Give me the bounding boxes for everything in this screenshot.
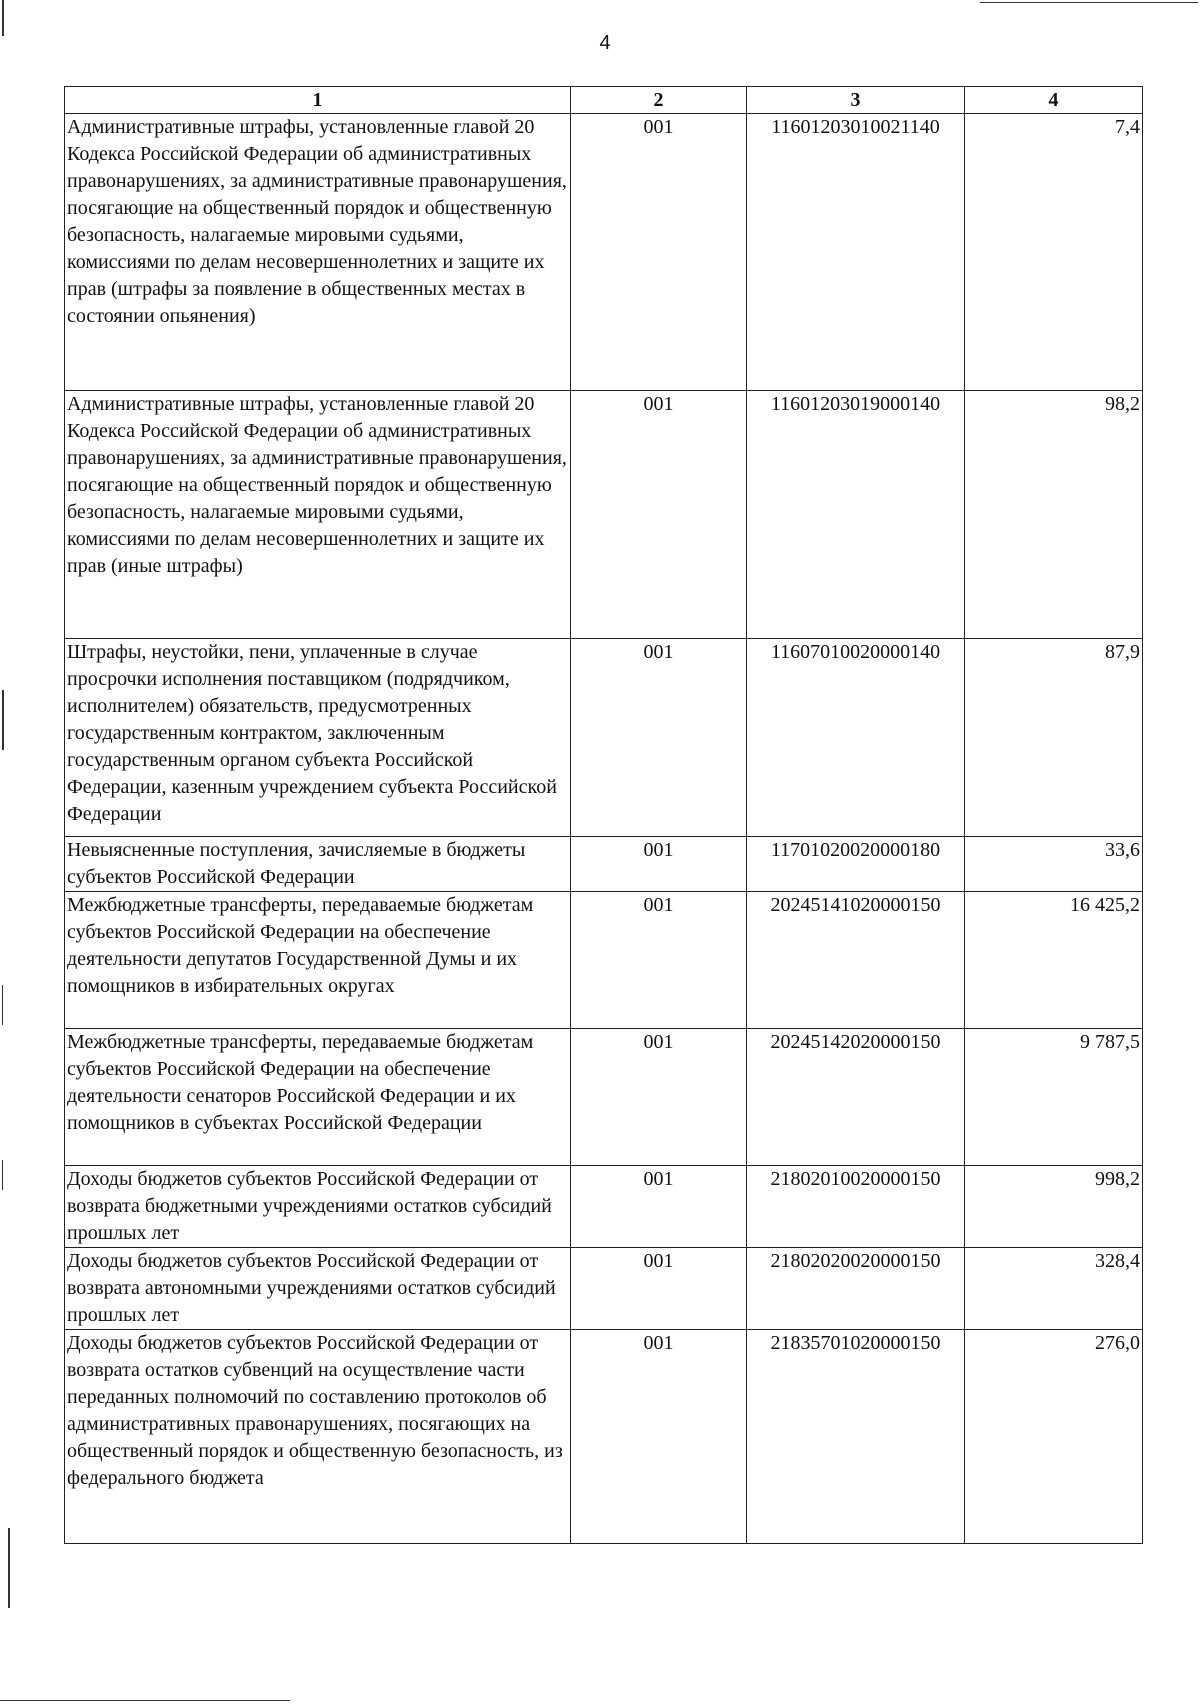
row-amount: 328,4 <box>965 1248 1143 1330</box>
scan-mark-left-bottom <box>8 1528 10 1608</box>
row-budget-code: 20245142020000150 <box>747 1029 965 1166</box>
scan-mark-top-right <box>980 2 1198 3</box>
table-row <box>65 892 1143 1029</box>
column-header-2: 2 <box>571 87 747 114</box>
row-admin-code: 001 <box>571 892 747 1029</box>
row-budget-code: 11601203019000140 <box>747 391 965 639</box>
row-amount: 98,2 <box>965 391 1143 639</box>
row-budget-code: 20245141020000150 <box>747 892 965 1029</box>
scan-mark-left-mid3 <box>2 1160 3 1190</box>
row-description: Штрафы, неустойки, пени, уплаченные в случае просрочки исполнения поставщиком (подрядчиком, исполнителем) обязательств, предусмотренных государственным контрактом, заключенным государственным органом субъекта Российской Федерации, казенным учреждением субъекта Российской Федерации <box>65 639 571 837</box>
scan-mark-left-mid1 <box>2 690 4 750</box>
row-budget-code: 11701020020000180 <box>747 837 965 892</box>
table-row <box>65 391 1143 639</box>
row-budget-code: 21802020020000150 <box>747 1248 965 1330</box>
table-row <box>65 1029 1143 1166</box>
row-admin-code: 001 <box>571 1330 747 1544</box>
row-description: Межбюджетные трансферты, передаваемые бюджетам субъектов Российской Федерации на обеспечение деятельности сенаторов Российской Федерации и их помощников в субъектах Российской Федерации <box>65 1029 571 1166</box>
row-amount: 16 425,2 <box>965 892 1143 1029</box>
row-budget-code: 11607010020000140 <box>747 639 965 837</box>
column-header-3: 3 <box>747 87 965 114</box>
table-header-row <box>65 87 1143 114</box>
row-amount: 998,2 <box>965 1166 1143 1248</box>
row-amount: 276,0 <box>965 1330 1143 1544</box>
row-description: Административные штрафы, установленные главой 20 Кодекса Российской Федерации об административных правонарушениях, за административные правонарушения, посягающие на общественный порядок и общественную безопасность, налагаемые мировыми судьями, комиссиями по делам несовершеннолетних и защите их прав (штрафы за появление в общественных местах в состоянии опьянения) <box>65 114 571 391</box>
row-amount: 87,9 <box>965 639 1143 837</box>
row-budget-code: 21835701020000150 <box>747 1330 965 1544</box>
table-row <box>65 1330 1143 1544</box>
page-number: 4 <box>599 32 611 54</box>
scan-mark-bottom-line <box>0 1700 290 1701</box>
column-header-4: 4 <box>965 87 1143 114</box>
table-row <box>65 1166 1143 1248</box>
row-description: Административные штрафы, установленные главой 20 Кодекса Российской Федерации об административных правонарушениях, за административные правонарушения, посягающие на общественный порядок и общественную безопасность, налагаемые мировыми судьями, комиссиями по делам несовершеннолетних и защите их прав (иные штрафы) <box>65 391 571 639</box>
row-admin-code: 001 <box>571 639 747 837</box>
row-description: Межбюджетные трансферты, передаваемые бюджетам субъектов Российской Федерации на обеспечение деятельности депутатов Государственной Думы и их помощников в избирательных округах <box>65 892 571 1029</box>
row-budget-code: 21802010020000150 <box>747 1166 965 1248</box>
row-admin-code: 001 <box>571 114 747 391</box>
row-admin-code: 001 <box>571 1166 747 1248</box>
table-row <box>65 837 1143 892</box>
row-amount: 33,6 <box>965 837 1143 892</box>
row-admin-code: 001 <box>571 837 747 892</box>
row-admin-code: 001 <box>571 1248 747 1330</box>
row-budget-code: 11601203010021140 <box>747 114 965 391</box>
budget-revenue-table <box>64 86 1143 1544</box>
row-admin-code: 001 <box>571 1029 747 1166</box>
row-amount: 9 787,5 <box>965 1029 1143 1166</box>
table-row <box>65 114 1143 391</box>
row-description: Доходы бюджетов субъектов Российской Федерации от возврата остатков субвенций на осуществление части переданных полномочий по составлению протоколов об административных правонарушениях, посягающих на общественный порядок и общественную безопасность, из федерального бюджета <box>65 1330 571 1544</box>
row-description: Доходы бюджетов субъектов Российской Федерации от возврата бюджетными учреждениями остатков субсидий прошлых лет <box>65 1166 571 1248</box>
row-amount: 7,4 <box>965 114 1143 391</box>
table-row <box>65 639 1143 837</box>
column-header-1: 1 <box>65 87 571 114</box>
row-admin-code: 001 <box>571 391 747 639</box>
scan-mark-left-mid2 <box>2 985 3 1025</box>
row-description: Невыясненные поступления, зачисляемые в бюджеты субъектов Российской Федерации <box>65 837 571 892</box>
table-row <box>65 1248 1143 1330</box>
row-description: Доходы бюджетов субъектов Российской Федерации от возврата автономными учреждениями остатков субсидий прошлых лет <box>65 1248 571 1330</box>
scan-mark-left-top <box>2 0 4 36</box>
